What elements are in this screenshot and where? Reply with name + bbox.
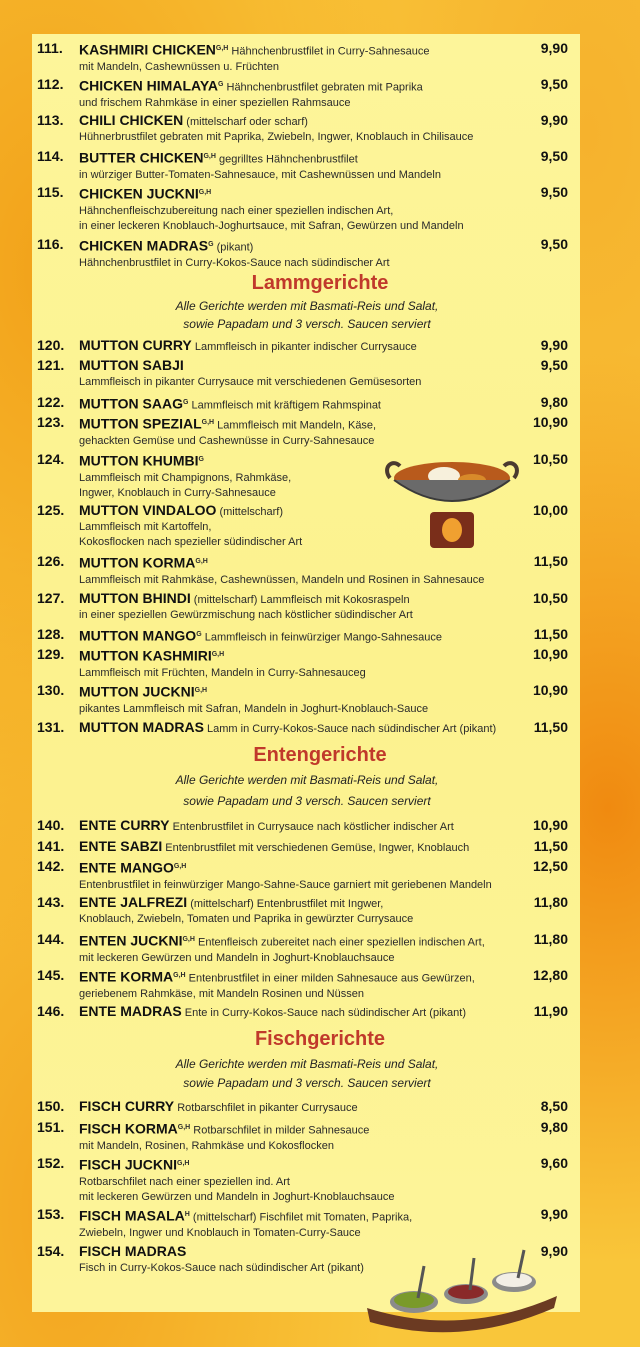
item-description-3: mit leckeren Gewürzen und Mandeln in Joghurt-Knoblauchsauce bbox=[79, 1190, 395, 1203]
item-price: 12,80 bbox=[532, 967, 568, 983]
item-description: Lammfleisch in pikanter indischer Currysauce bbox=[194, 341, 417, 353]
item-price: 9,50 bbox=[540, 184, 568, 200]
allergen-marker: G,H bbox=[182, 936, 195, 943]
item-name: MUTTON MADRAS bbox=[79, 719, 204, 735]
item-price: 9,50 bbox=[540, 148, 568, 164]
item-number: 131. bbox=[37, 719, 65, 735]
allergen-marker: G,H bbox=[215, 45, 229, 52]
item-number: 129. bbox=[37, 646, 65, 662]
item-price: 11,50 bbox=[533, 626, 568, 642]
allergen-marker: G,H bbox=[195, 558, 208, 565]
item-name: MUTTON JUCKNI bbox=[79, 683, 195, 700]
item-price: 10,00 bbox=[532, 502, 568, 518]
item-name: ENTE CURRY bbox=[79, 817, 170, 833]
item-price: 9,50 bbox=[540, 76, 568, 92]
item-price: 11,50 bbox=[533, 553, 568, 569]
item-name: CHICKEN HIMALAYA bbox=[79, 77, 218, 94]
item-description: Hähnchenbrustfilet in Curry-Sahnesauce bbox=[231, 45, 430, 58]
section-note: Alle Gerichte werden mit Basmati-Reis und Salat, bbox=[175, 1057, 439, 1071]
item-price: 12,50 bbox=[532, 858, 568, 874]
item-description-2: Fisch in Curry-Kokos-Sauce nach südindischer Art (pikant) bbox=[79, 1262, 364, 1274]
item-description-2: pikantes Lammfleisch mit Safran, Mandeln in Joghurt-Knoblauch-Sauce bbox=[79, 702, 429, 715]
item-description-2: in einer speziellen Gewürzmischung nach köstlicher südindischer Art bbox=[79, 609, 413, 621]
item-price: 11,90 bbox=[533, 1003, 568, 1019]
item-name: FISCH CURRY bbox=[79, 1098, 175, 1114]
allergen-marker: G bbox=[196, 631, 202, 638]
item-description-2: Lammfleisch mit Champignons, Rahmkäse, bbox=[79, 471, 292, 484]
allergen-marker: G bbox=[217, 81, 224, 88]
item-description: Lammfleisch mit Mandeln, Käse, bbox=[217, 419, 377, 432]
section-note-2: sowie Papadam und 3 versch. Saucen serviert bbox=[183, 317, 431, 331]
section-title-fisch: Fischgerichte bbox=[254, 1028, 386, 1050]
item-number: 126. bbox=[37, 553, 65, 569]
item-number: 122. bbox=[37, 394, 65, 410]
item-description-2: geriebenem Rahmkäse, mit Mandeln Rosinen und Nüssen bbox=[79, 987, 364, 1000]
item-price: 9,80 bbox=[540, 1119, 568, 1135]
item-name: CHICKEN JUCKNI bbox=[79, 185, 199, 202]
item-number: 144. bbox=[37, 931, 65, 947]
item-number: 153. bbox=[37, 1206, 65, 1222]
item-description: Entenbrustfilet mit verschiedenen Gemüse, Ingwer, Knoblauch bbox=[165, 842, 470, 854]
item-number: 114. bbox=[37, 148, 64, 164]
bowl-body bbox=[394, 480, 510, 501]
item-number: 128. bbox=[37, 626, 65, 642]
item-price: 10,50 bbox=[532, 590, 568, 606]
item-number: 113. bbox=[37, 112, 64, 128]
curry-bowl-illustration bbox=[382, 452, 522, 562]
item-number: 112. bbox=[37, 76, 64, 92]
item-price: 10,50 bbox=[532, 451, 568, 467]
item-name: FISCH KORMA bbox=[79, 1120, 178, 1137]
section-note: Alle Gerichte werden mit Basmati-Reis und Salat, bbox=[175, 299, 439, 313]
item-description: Entenbrustfilet in einer milden Sahnesauce aus Gewürzen, bbox=[188, 972, 475, 985]
allergen-marker: G,H bbox=[177, 1160, 190, 1167]
mint-sauce-icon bbox=[394, 1292, 434, 1308]
item-description: (pikant) bbox=[216, 241, 254, 254]
item-price: 9,80 bbox=[540, 394, 568, 410]
item-description: Entenbrustfilet in Currysauce nach köstlicher indischer Art bbox=[172, 821, 454, 833]
item-description-2: und frischem Rahmkäse in einer speziellen Rahmsauce bbox=[79, 96, 351, 109]
item-number: 130. bbox=[37, 682, 65, 698]
item-name: MUTTON SABJI bbox=[79, 357, 184, 373]
item-description-2: mit Mandeln, Cashewnüssen u. Früchten bbox=[79, 60, 279, 73]
item-description-2: Lammfleisch mit Früchten, Mandeln in Curry-Sahnesauceg bbox=[79, 666, 366, 679]
allergen-marker: G,H bbox=[173, 972, 186, 979]
item-number: 150. bbox=[37, 1098, 65, 1114]
item-price: 9,50 bbox=[540, 357, 568, 373]
item-description: Lammfleisch in feinwürziger Mango-Sahnesauce bbox=[204, 631, 442, 644]
item-name: FISCH MASALA bbox=[79, 1207, 185, 1224]
candle-flame-icon bbox=[442, 518, 462, 542]
sauce-tray-illustration bbox=[362, 1248, 562, 1338]
allergen-marker: G bbox=[182, 399, 189, 406]
item-number: 154. bbox=[37, 1243, 65, 1259]
item-description-2: in würziger Butter-Tomaten-Sahnesauce, mit Cashewnüssen und Mandeln bbox=[79, 168, 441, 181]
item-description: Ente in Curry-Kokos-Sauce nach südindischer Art (pikant) bbox=[184, 1007, 466, 1019]
item-description: (mittelscharf) Fischfilet mit Tomaten, Paprika, bbox=[192, 1211, 413, 1224]
item-number: 127. bbox=[37, 590, 65, 606]
item-number: 145. bbox=[37, 967, 65, 983]
item-name: MUTTON SPEZIAL bbox=[79, 415, 202, 432]
item-description-2: gehackten Gemüse und Cashewnüsse in Curry-Sahnesauce bbox=[79, 434, 375, 447]
item-description-2: Entenbrustfilet in feinwürziger Mango-Sahne-Sauce garniert mit geriebenen Mandeln bbox=[79, 878, 492, 891]
item-name: MUTTON KHUMBI bbox=[79, 452, 199, 469]
allergen-marker: H bbox=[184, 1211, 190, 1218]
item-price: 9,50 bbox=[540, 236, 568, 252]
item-name: MUTTON MANGO bbox=[79, 627, 197, 644]
item-number: 111. bbox=[37, 40, 63, 56]
item-name: KASHMIRI CHICKEN bbox=[79, 41, 216, 58]
allergen-marker: G,H bbox=[201, 419, 215, 426]
item-price: 10,90 bbox=[532, 414, 568, 430]
allergen-marker: G,H bbox=[177, 1124, 191, 1131]
item-description-2: Hähnchenfleischzubereitung nach einer speziellen indischen Art, bbox=[79, 204, 394, 217]
item-description-3: Ingwer, Knoblauch in Curry-Sahnesauce bbox=[79, 486, 276, 499]
allergen-marker: G,H bbox=[203, 153, 216, 160]
item-price: 9,90 bbox=[540, 112, 568, 128]
item-description-2: mit Mandeln, Rosinen, Rahmkäse und Kokosflocken bbox=[79, 1139, 334, 1152]
item-name: MUTTON KASHMIRI bbox=[79, 647, 212, 664]
item-price: 9,90 bbox=[540, 337, 568, 353]
item-price: 9,60 bbox=[540, 1155, 568, 1171]
item-price: 11,50 bbox=[533, 719, 568, 735]
item-price: 10,90 bbox=[532, 817, 568, 833]
item-number: 115. bbox=[37, 184, 64, 200]
item-number: 124. bbox=[37, 451, 65, 467]
item-price: 11,80 bbox=[533, 931, 568, 947]
item-name: MUTTON SAAG bbox=[79, 395, 183, 412]
item-name: ENTE MADRAS bbox=[79, 1003, 182, 1019]
item-description-3: Kokosflocken nach spezieller südindischer Art bbox=[79, 536, 303, 548]
item-description-2: Knoblauch, Zwiebeln, Tomaten und Paprika in gewürzter Currysauce bbox=[79, 913, 414, 925]
item-description-2: Hühnerbrustfilet gebraten mit Paprika, Zwiebeln, Ingwer, Knoblauch in Chilisauce bbox=[79, 131, 474, 143]
item-number: 142. bbox=[37, 858, 65, 874]
allergen-marker: G bbox=[198, 456, 204, 463]
item-name: ENTEN JUCKNI bbox=[79, 932, 183, 949]
allergen-marker: G,H bbox=[211, 651, 225, 658]
item-price: 10,90 bbox=[532, 646, 568, 662]
item-number: 140. bbox=[37, 817, 65, 833]
item-number: 125. bbox=[37, 502, 65, 518]
item-description: Rotbarschfilet in pikanter Currysauce bbox=[177, 1102, 358, 1114]
item-description: Hähnchenbrustfilet gebraten mit Paprika bbox=[226, 81, 423, 94]
allergen-marker: G,H bbox=[194, 687, 208, 694]
allergen-marker: G bbox=[208, 241, 214, 248]
allergen-marker: G,H bbox=[198, 189, 212, 196]
item-number: 146. bbox=[37, 1003, 65, 1019]
item-number: 123. bbox=[37, 414, 65, 430]
allergen-marker: G,H bbox=[173, 863, 187, 870]
item-description: Lamm in Curry-Kokos-Sauce nach südindischer Art (pikant) bbox=[207, 723, 497, 735]
item-name: BUTTER CHICKEN bbox=[79, 149, 204, 166]
item-name: CHICKEN MADRAS bbox=[79, 237, 209, 254]
item-price: 9,90 bbox=[540, 1206, 568, 1222]
item-name: CHILI CHICKEN bbox=[79, 112, 184, 128]
item-description: (mittelscharf) Lammfleisch mit Kokosraspeln bbox=[193, 594, 410, 606]
item-price: 9,90 bbox=[540, 1243, 568, 1259]
item-description-2: Zwiebeln, Ingwer und Knoblauch in Tomaten-Curry-Sauce bbox=[79, 1226, 361, 1239]
section-title-lamm: Lammgerichte bbox=[251, 272, 389, 294]
item-name: FISCH MADRAS bbox=[79, 1243, 187, 1259]
item-description-2: Lammfleisch mit Kartoffeln, bbox=[79, 521, 212, 533]
item-price: 11,80 bbox=[533, 894, 568, 910]
item-description: Entenfleisch zubereitet nach einer speziellen indischen Art, bbox=[197, 936, 485, 949]
item-description: (mittelscharf) Entenbrustfilet mit Ingwer, bbox=[190, 898, 384, 910]
item-price: 11,50 bbox=[533, 838, 568, 854]
section-note: Alle Gerichte werden mit Basmati-Reis und Salat, bbox=[175, 773, 439, 787]
chili-sauce-icon bbox=[448, 1285, 484, 1299]
item-description-2: Lammfleisch in pikanter Currysauce mit verschiedenen Gemüsesorten bbox=[79, 376, 422, 388]
item-name: ENTE SABZI bbox=[79, 838, 163, 854]
item-description-2: Lammfleisch mit Rahmkäse, Cashewnüssen, Mandeln und Rosinen in Sahnesauce bbox=[79, 573, 485, 586]
item-name: ENTE JALFREZI bbox=[79, 894, 188, 910]
item-description: (mittelscharf) bbox=[219, 506, 284, 518]
section-note-2: sowie Papadam und 3 versch. Saucen serviert bbox=[183, 1076, 431, 1090]
item-number: 120. bbox=[37, 337, 65, 353]
item-description-2: Hähnchenbrustfilet in Curry-Kokos-Sauce nach südindischer Art bbox=[79, 256, 390, 269]
item-price: 9,90 bbox=[540, 40, 568, 56]
item-name: MUTTON KORMA bbox=[79, 554, 196, 571]
item-number: 151. bbox=[37, 1119, 65, 1135]
item-number: 141. bbox=[37, 838, 65, 854]
item-description-2: Rotbarschfilet nach einer speziellen ind. Art bbox=[79, 1175, 290, 1188]
section-title-ente: Entengerichte bbox=[253, 744, 387, 766]
yogurt-sauce-icon bbox=[496, 1273, 532, 1287]
item-description-2: mit leckeren Gewürzen und Mandeln in Joghurt-Knoblauchsauce bbox=[79, 951, 395, 964]
item-description: Lammfleisch mit kräftigem Rahmspinat bbox=[191, 399, 381, 412]
item-number: 152. bbox=[37, 1155, 65, 1171]
item-description: gegrilltes Hähnchenbrustfilet bbox=[218, 153, 358, 166]
item-name: MUTTON VINDALOO bbox=[79, 502, 217, 518]
item-name: MUTTON BHINDI bbox=[79, 590, 191, 606]
item-number: 121. bbox=[37, 357, 65, 373]
item-description: (mittelscharf oder scharf) bbox=[186, 116, 308, 128]
item-number: 143. bbox=[37, 894, 65, 910]
item-description-3: in einer leckeren Knoblauch-Joghurtsauce, mit Safran, Gewürzen und Mandeln bbox=[79, 219, 464, 232]
item-description: Rotbarschfilet in milder Sahnesauce bbox=[193, 1124, 370, 1137]
item-name: ENTE KORMA bbox=[79, 968, 174, 985]
item-number: 116. bbox=[37, 236, 64, 252]
item-name: MUTTON CURRY bbox=[79, 337, 192, 353]
item-name: FISCH JUCKNI bbox=[79, 1156, 178, 1173]
item-name: ENTE MANGO bbox=[79, 859, 174, 876]
section-note-2: sowie Papadam und 3 versch. Saucen serviert bbox=[183, 794, 431, 808]
item-price: 8,50 bbox=[540, 1098, 568, 1114]
item-price: 10,90 bbox=[532, 682, 568, 698]
